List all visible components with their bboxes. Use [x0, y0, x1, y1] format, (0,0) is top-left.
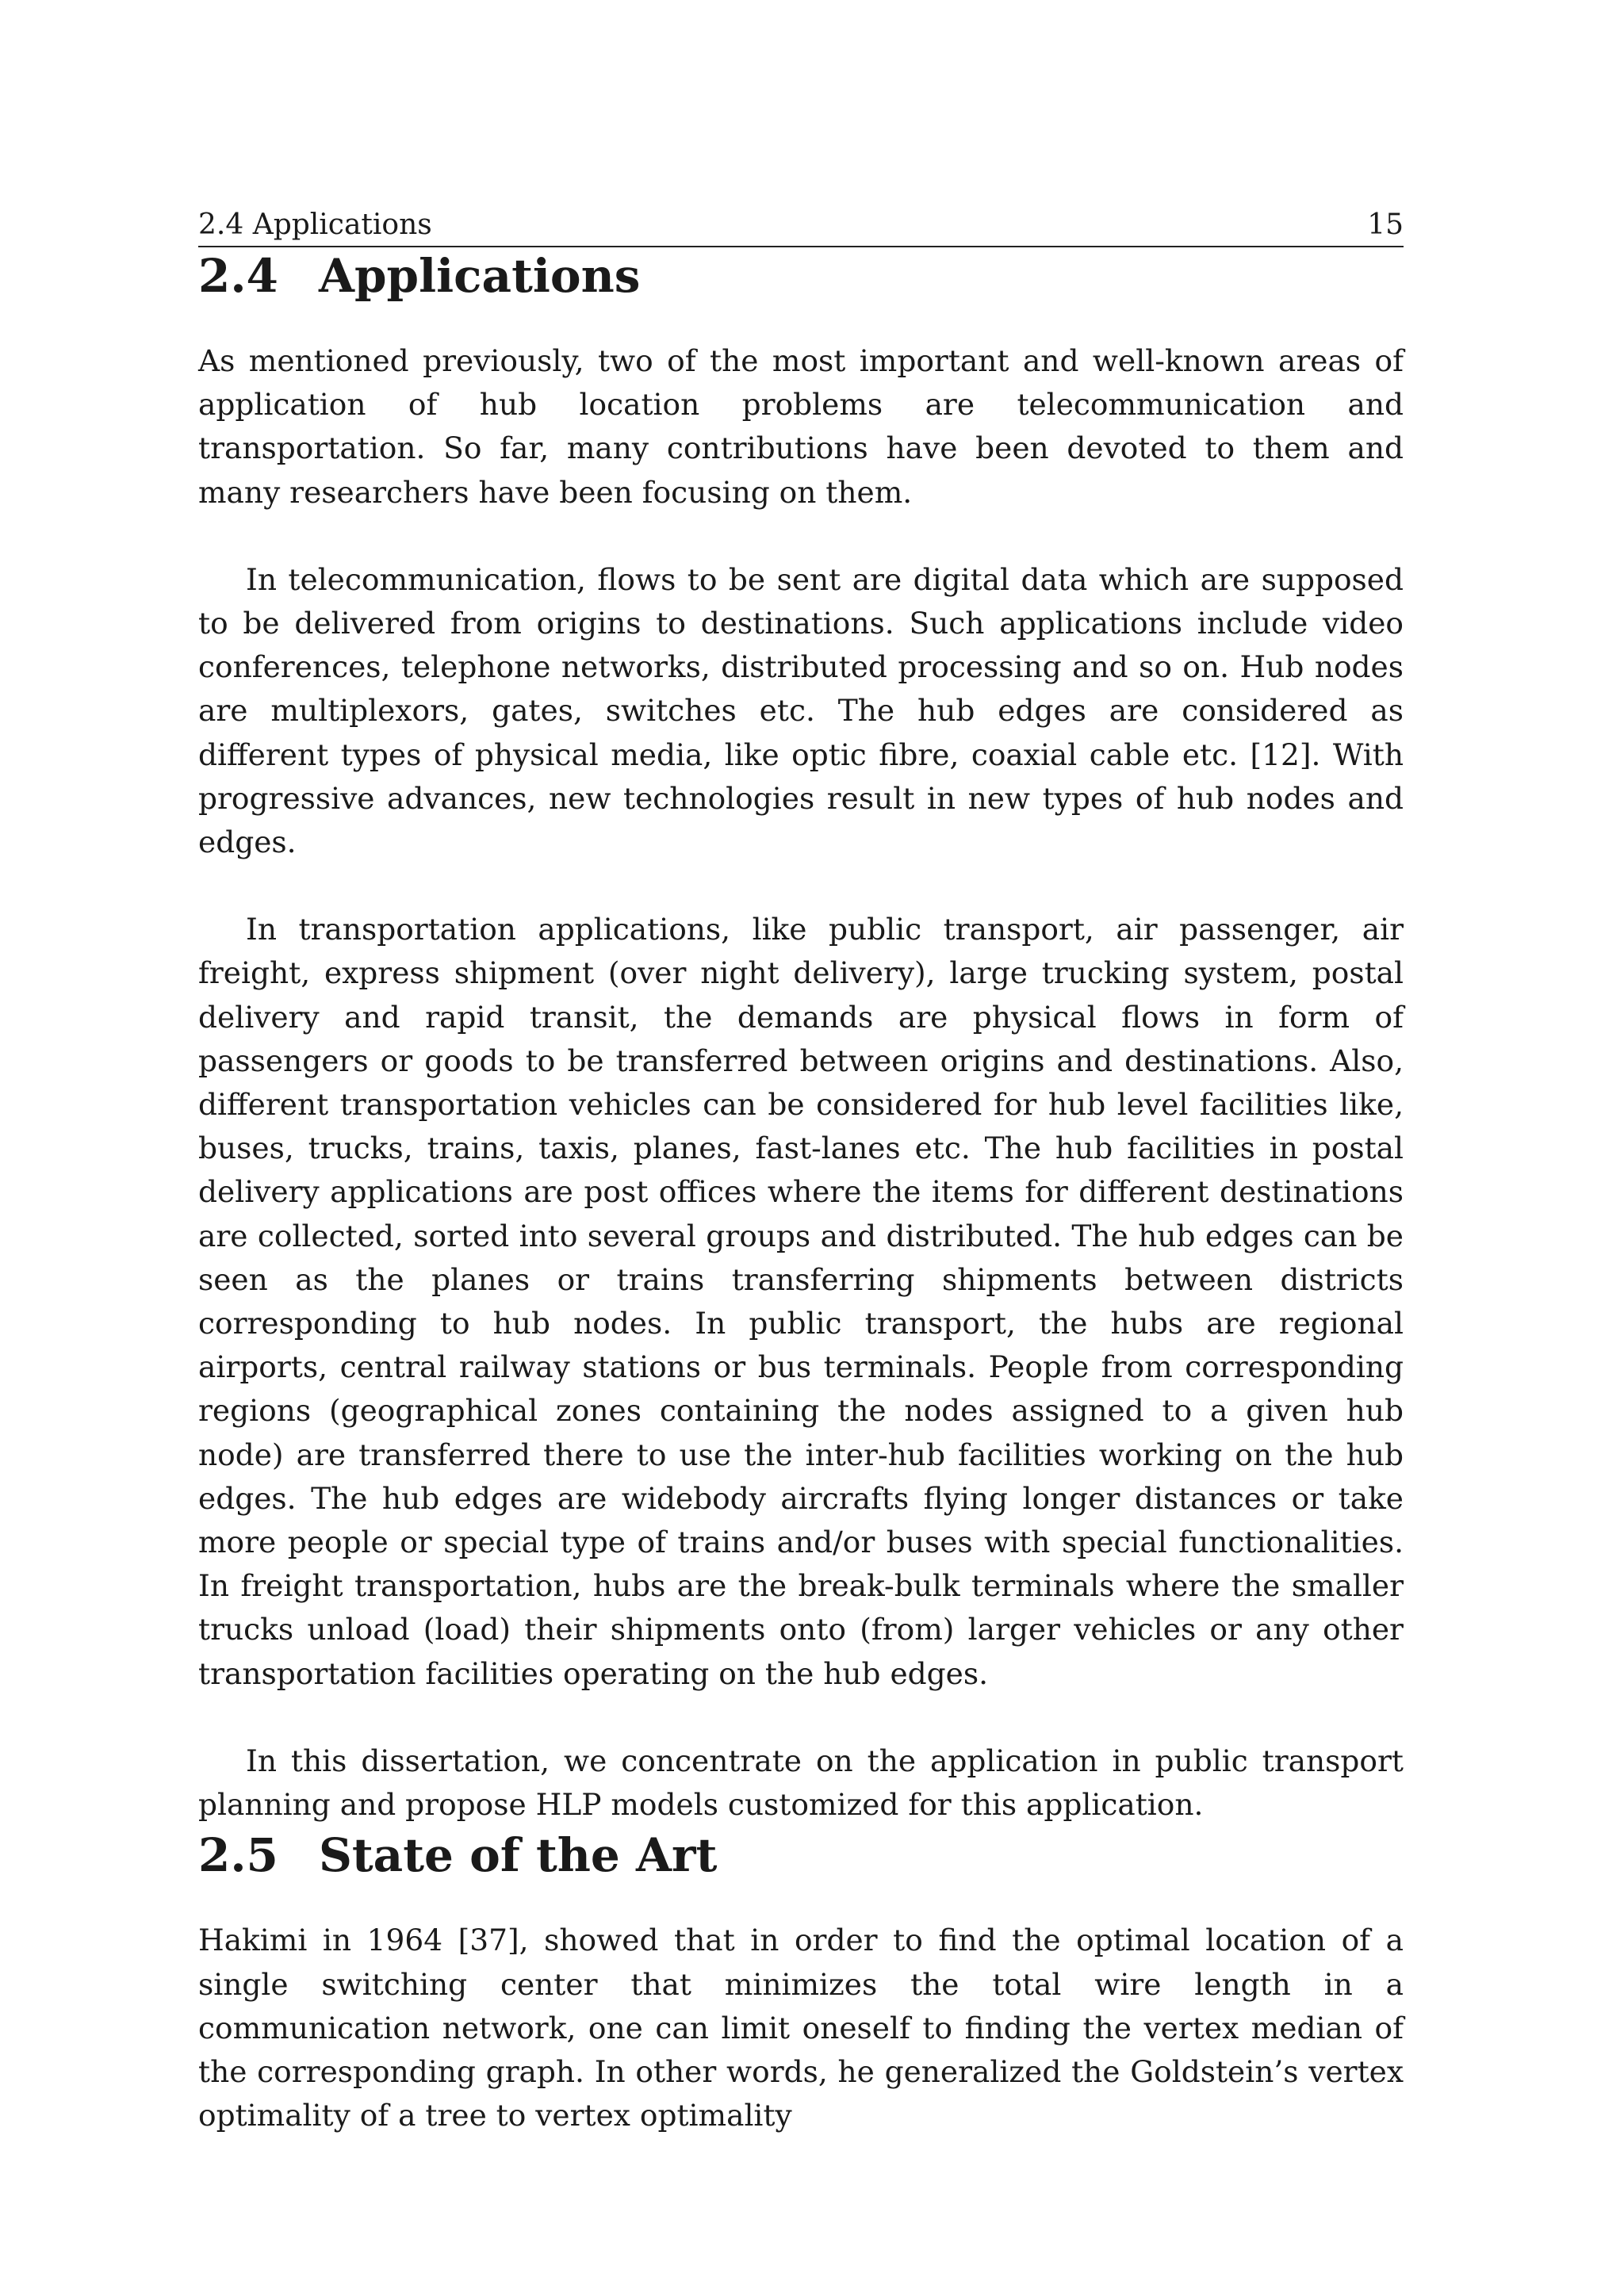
section-body-applications [198, 339, 1404, 1827]
paragraph: As mentioned previously, two of the most important and well-known areas of application of hub location problems are telecommunication and transportation. So far, many contributions have been devoted to them and many researchers have been focusing on them. [198, 343, 1404, 510]
paragraph: Hakimi in 1964 [37], showed that in order to find the optimal location of a single switching center that minimizes the total wire length in a communication network, one can limit oneself to finding the vertex median of the corresponding graph. In other words, he generalized the Goldstein’s vertex optimality of a tree to vertex optimality [198, 1923, 1404, 2133]
section-title: State of the Art [319, 1828, 718, 1883]
document-page [198, 205, 1404, 2137]
running-header-section: 2.4 Applications [198, 209, 432, 241]
section-body-state-of-the-art [198, 1919, 1404, 2137]
page-number: 15 [1367, 209, 1404, 241]
section-heading-applications [198, 247, 1404, 304]
section-title: Applications [319, 249, 641, 303]
section-number: 2.4 [198, 249, 278, 303]
paragraph: In this dissertation, we concentrate on the application in public transport planning and propose HLP models customized for this application. [198, 1743, 1404, 1823]
paragraph: In transportation applications, like public transport, air passenger, air freight, express shipment (over night delivery), large trucking system, postal delivery and rapid transit, the demands are physical flows in form of passengers or goods to be transferred between origins and destinations. Also, different transportation vehicles can be considered for hub level facilities like, buses, trucks, trains, taxis, planes, fast-lanes etc. The hub facilities in postal delivery applications are post offices where the items for different destinations are collected, sorted into several groups and distributed. The hub edges can be seen as the planes or trains transferring shipments between districts corresponding to hub nodes. In public transport, the hubs are regional airports, central railway stations or bus terminals. People from corresponding regions (geographical zones containing the nodes assigned to a given hub node) are transferred there to use the inter-hub facilities working on the hub edges. The hub edges are widebody aircrafts flying longer distances or take more people or special type of trains and/or buses with special functionalities. In freight transportation, hubs are the break-bulk terminals where the smaller trucks unload (load) their shipments onto (from) larger vehicles or any other transportation facilities operating on the hub edges. [198, 912, 1404, 1691]
running-header [198, 205, 1404, 247]
section-number: 2.5 [198, 1828, 278, 1883]
section-heading-state-of-the-art [198, 1827, 1404, 1884]
paragraph: In telecommunication, flows to be sent are digital data which are supposed to be delivered from origins to destinations. Such applications include video conferences, telephone networks, distributed processing and so on. Hub nodes are multiplexors, gates, switches etc. The hub edges are considered as different types of physical media, like optic fibre, coaxial cable etc. [12]. With progressive advances, new technologies result in new types of hub nodes and edges. [198, 561, 1404, 860]
